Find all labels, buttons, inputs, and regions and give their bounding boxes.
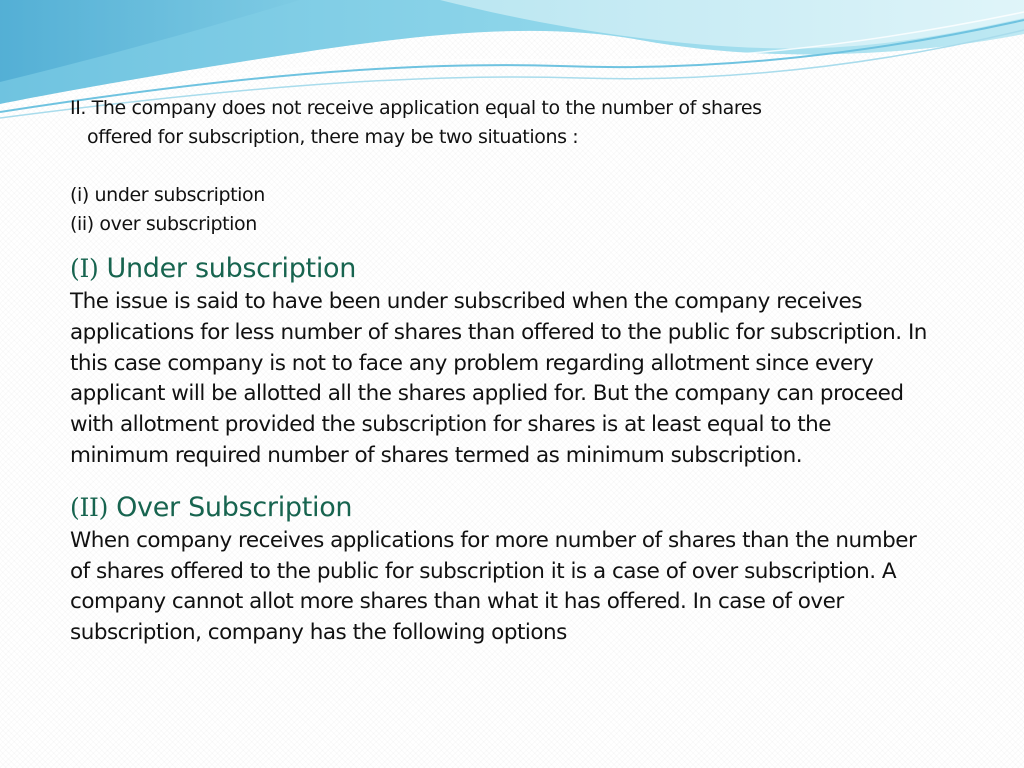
under-subscription-paragraph: The issue is said to have been under subscribed when the company receives applications for less number of shares than offered to the public for subscription. In this case company is not to face any problem regarding allotment since every applicant will be allotted all the shares applied for. But the company can proceed with allotment provided the subscription for shares is at least equal to the minimum required number of shares termed as minimum subscription. (70, 289, 927, 468)
section-title: Over Subscription (116, 491, 353, 523)
intro-item-under: (i) under subscription (70, 184, 265, 206)
section-heading-over-subscription (70, 490, 970, 526)
intro-line-1: II. The company does not receive application equal to the number of shares (70, 97, 762, 119)
over-subscription-paragraph: When company receives applications for more number of shares than the number of shares offered to the public for subscription it is a case of over subscription. A company cannot allot more shares than what it has offered. In case of over subscription, company has the following options (70, 527, 917, 646)
slide-content (70, 94, 970, 649)
section-number: (II) (70, 492, 109, 522)
intro-line-2: offered for subscription, there may be two situations : (87, 126, 579, 148)
intro-item-over: (ii) over subscription (70, 213, 257, 235)
spacer (70, 152, 970, 181)
section-number: (I) (70, 254, 99, 283)
section-heading-under-subscription (70, 251, 970, 287)
section-title: Under subscription (106, 253, 357, 284)
